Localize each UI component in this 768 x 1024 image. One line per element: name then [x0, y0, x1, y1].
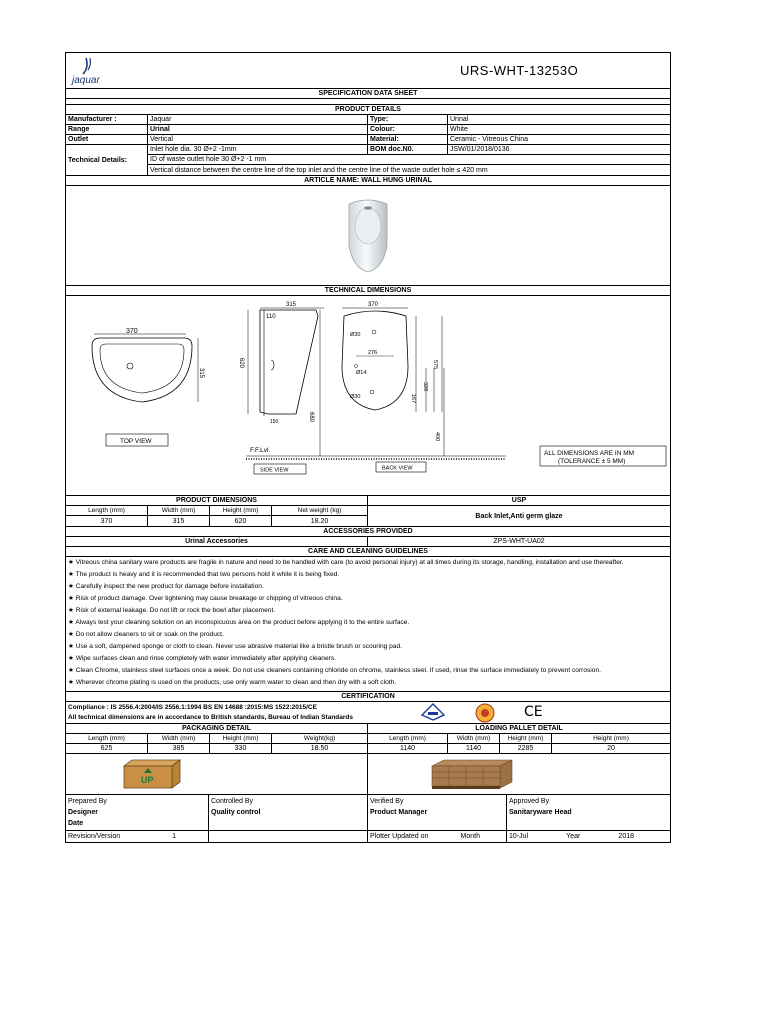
pk-header-height: Height (mm): [210, 734, 272, 743]
pallet-title: LOADING PALLET DETAIL: [368, 724, 670, 733]
care-item: ★ Do not allow cleaners to sit or soak on the product.: [68, 631, 224, 638]
top-dim-315: 315: [198, 368, 204, 379]
top-view-inner: [100, 344, 184, 393]
dimension-note-line1: ALL DIMENSIONS ARE IN MM: [544, 450, 635, 457]
side-dim-150: 150: [270, 419, 279, 425]
packaging-title: PACKAGING DETAIL: [66, 724, 367, 733]
care-item: ★ Wipe surfaces clean and rinse completely with water immediately after applying cleaners.: [68, 655, 336, 662]
sirim-mark-icon: [474, 702, 496, 724]
ffl-label: F.F.Lvl.: [250, 447, 271, 454]
pd-value-length: 370: [66, 516, 148, 526]
controlled-value: Quality control: [211, 809, 261, 816]
pl-header-length: Length (mm): [368, 734, 448, 743]
prepared-label: Prepared By: [68, 798, 107, 805]
care-item: ★ Wherever chrome plating is used on the products, use only warm water to clean and then dry with a soft cloth.: [68, 679, 397, 686]
pl-value-height: 2285: [500, 744, 552, 753]
care-title: CARE AND CLEANING GUIDELINES: [66, 547, 670, 556]
range-value: Urinal: [148, 125, 368, 134]
colour-label: Colour:: [368, 125, 448, 134]
pl-header-height: Height (mm): [500, 734, 552, 743]
standards-text: All technical dimensions are in accordance to British standards, Bureau of Indian Standards: [68, 713, 353, 721]
technical-drawing: [66, 296, 670, 496]
side-dim-315: 315: [286, 302, 297, 308]
care-item: ★ Risk of external leakage. Do not lift or rock the bowl after placement.: [68, 607, 276, 614]
approved-label: Approved By: [509, 798, 550, 805]
pd-header-weight: Net weight (kg): [297, 507, 342, 514]
plotter-label: Plotter Updated on: [370, 833, 429, 840]
care-item: ★ The product is heavy and it is recommended that two persons hold it while it is being fixed.: [68, 571, 340, 578]
spec-sheet-title: SPECIFICATION DATA SHEET: [66, 89, 670, 98]
manufacturer-label: Manufacturer :: [66, 115, 148, 124]
pd-header-length: Length (mm): [66, 506, 148, 515]
month-value: 10-Jul: [509, 833, 529, 840]
back-view-label: BACK VIEW: [382, 465, 413, 472]
ce-mark: CE: [524, 704, 543, 720]
pl-value-height-2: 20: [607, 745, 615, 752]
urinal-image: [343, 196, 393, 276]
certification-row: [66, 702, 670, 724]
brand-logo: [66, 53, 456, 88]
top-view-label: TOP VIEW: [120, 438, 152, 445]
material-value: Ceramic - Vitreous China: [450, 136, 529, 143]
back-dim-328: 328: [422, 382, 428, 392]
pd-header-height: Height (mm): [210, 506, 272, 515]
manufacturer-value: Jaquar: [148, 115, 368, 124]
logo-text: jaquar: [72, 74, 100, 86]
month-label: Month: [460, 833, 480, 840]
back-dim-400: 400: [434, 432, 440, 442]
pk-header-weight: Weight(kg): [303, 735, 336, 742]
care-item: ★ Vitreous china sanitary ware products are fragile in nature and need to be handled with care (to avoid personal injury) at all times during its storage, handling, installation and use thereafter.: [68, 559, 624, 566]
technical-dimensions-title: TECHNICAL DIMENSIONS: [66, 286, 670, 295]
side-view-label: SIDE VIEW: [260, 467, 289, 474]
product-image-area: [66, 186, 670, 286]
pl-value-length: 1140: [368, 744, 448, 753]
carton-image: [66, 754, 367, 794]
back-dim-14: Ø14: [356, 370, 367, 376]
year-label: Year: [566, 833, 581, 840]
pd-header-width: Width (mm): [148, 506, 210, 515]
date-label: Date: [68, 820, 84, 827]
article-name: ARTICLE NAME: WALL HUNG URINAL: [66, 176, 670, 185]
pk-header-width: Width (mm): [148, 734, 210, 743]
material-label: Material:: [368, 135, 448, 144]
pk-value-weight: 18.50: [310, 745, 329, 752]
pl-header-width: Width (mm): [448, 734, 500, 743]
care-item: ★ Always test your cleaning solution on an inconspicuous area on the product before applying it to the entire surface.: [68, 619, 410, 626]
care-item: ★ Clean Chrome, stainless steel surfaces once a week. Do not use cleaners containing chloride on chrome, stainless steel. If used, rinse the surface immediately to prevent corrosion.: [68, 667, 601, 674]
bom-label: BOM doc.N0.: [368, 145, 448, 154]
year-value: 2018: [618, 833, 634, 840]
carton-mark: UP: [141, 775, 154, 785]
care-item: ★ Carefully inspect the new product for damage before installation.: [68, 583, 264, 590]
jaquar-logo-icon: [70, 56, 120, 86]
pd-value-height: 620: [210, 516, 272, 526]
usp-title: USP: [368, 496, 670, 505]
approved-value: Sanitaryware Head: [509, 809, 572, 816]
outlet-value: Vertical: [148, 135, 368, 144]
accessory-code: ZPS-WHT-UA02: [493, 538, 545, 545]
side-dim-110: 110: [266, 314, 276, 320]
pl-value-width: 1140: [448, 744, 500, 753]
pd-value-width: 315: [148, 516, 210, 526]
verified-label: Verified By: [370, 798, 404, 805]
product-code: URS-WHT-13253O: [460, 63, 579, 78]
pallet-image: [368, 754, 670, 794]
accessory-name: Urinal Accessories: [66, 537, 368, 546]
isi-mark-icon: [420, 703, 446, 723]
certification-title: CERTIFICATION: [66, 692, 670, 701]
pk-value-width: 385: [148, 744, 210, 753]
back-dim-370: 370: [368, 302, 379, 308]
product-details-title: PRODUCT DETAILS: [66, 105, 670, 114]
waste-outlet-value: ID of waste outlet hole 30 Ø+2 -1 mm: [150, 156, 267, 163]
top-view-outline: [92, 338, 192, 402]
verified-value: Product Manager: [370, 809, 428, 816]
header-row: [66, 53, 670, 89]
product-dimensions-title: PRODUCT DIMENSIONS: [66, 496, 367, 505]
pk-value-height: 330: [210, 744, 272, 753]
back-dim-575: 575: [432, 360, 438, 370]
range-label: Range: [66, 125, 148, 134]
controlled-label: Controlled By: [211, 798, 254, 805]
inlet-value: Inlet hole dia. 30 Ø+2 -1mm: [148, 145, 368, 154]
spec-sheet: [65, 52, 671, 843]
pk-header-length: Length (mm): [66, 734, 148, 743]
side-dim-680: 680: [308, 412, 314, 423]
accessories-title: ACCESSORIES PROVIDED: [66, 527, 670, 536]
pk-value-length: 625: [66, 744, 148, 753]
side-dim-620: 620: [238, 358, 244, 369]
back-dim-30b: Ø30: [350, 394, 361, 400]
carton-box-icon: [120, 758, 184, 790]
pl-header-height-2: Height (mm): [593, 735, 629, 742]
back-dim-167: 167: [410, 394, 416, 404]
back-dim-30a: Ø30: [350, 332, 361, 338]
top-dim-370: 370: [126, 328, 138, 335]
bom-value: JSW/01/2018/0136: [450, 146, 510, 153]
type-value: Urinal: [450, 116, 469, 123]
type-label: Type:: [368, 115, 448, 124]
care-item: ★ Risk of product damage. Over tightening may cause breakage or chipping of vitreous china.: [68, 595, 343, 602]
pallet-stack-icon: [430, 758, 514, 790]
revision-value: 1: [172, 833, 176, 840]
dimension-drawing: [66, 296, 670, 496]
dimension-note-line2: (TOLERANCE ± 5 MM): [558, 458, 626, 465]
care-item: ★ Use a soft, dampened sponge or cloth to clean. Never use abrasive material like a bristle brush or scouring pad.: [68, 643, 402, 650]
back-dim-276: 276: [368, 350, 378, 356]
technical-details-label: Technical Details:: [66, 145, 148, 175]
revision-label: Revision/Version: [68, 833, 121, 840]
pd-value-weight: 18.20: [310, 517, 329, 525]
prepared-value: Designer: [68, 809, 98, 816]
usp-value: Back Inlet,Anti germ glaze: [475, 512, 563, 520]
care-list: [66, 557, 670, 692]
side-view-outline: [260, 310, 318, 414]
colour-value: White: [450, 126, 468, 133]
compliance-text: Compliance : IS 2556.4:2004/IS 2556.1:1994 BS EN 14688 :2015:MS 1522:2015/CE: [68, 703, 317, 711]
vertical-distance-value: Vertical distance between the centre line of the top inlet and the centre line of the waste outlet hole ≤ 420 mm: [150, 166, 488, 174]
outlet-label: Outlet: [66, 135, 148, 144]
